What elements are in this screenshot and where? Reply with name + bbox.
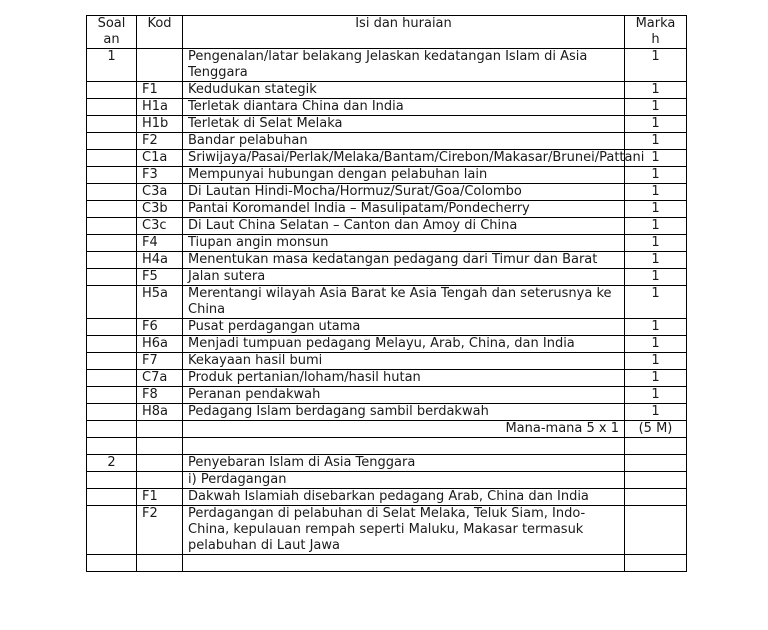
marking-scheme-body bbox=[87, 16, 687, 572]
kod-cell: F8 bbox=[137, 387, 183, 404]
soal-cell bbox=[87, 404, 137, 421]
markah-cell bbox=[625, 472, 687, 489]
markah-cell: 1 bbox=[625, 133, 687, 150]
soal-cell bbox=[87, 421, 137, 438]
blank-cell bbox=[87, 555, 137, 572]
isi-cell: Merentangi wilayah Asia Barat ke Asia Tengah dan seterusnya ke China bbox=[183, 286, 625, 319]
kod-cell: H6a bbox=[137, 336, 183, 353]
markah-cell bbox=[625, 489, 687, 506]
table-row bbox=[87, 82, 687, 99]
kod-cell: H1b bbox=[137, 116, 183, 133]
markah-cell: 1 bbox=[625, 269, 687, 286]
kod-cell: H5a bbox=[137, 286, 183, 319]
table-row bbox=[87, 116, 687, 133]
soal-cell bbox=[87, 133, 137, 150]
kod-cell: F3 bbox=[137, 167, 183, 184]
isi-cell: Menjadi tumpuan pedagang Melayu, Arab, China, dan India bbox=[183, 336, 625, 353]
isi-cell: Menentukan masa kedatangan pedagang dari Timur dan Barat bbox=[183, 252, 625, 269]
blank-cell bbox=[137, 438, 183, 455]
header-row bbox=[87, 16, 687, 49]
isi-cell: Pedagang Islam berdagang sambil berdakwah bbox=[183, 404, 625, 421]
kod-cell: F2 bbox=[137, 506, 183, 555]
isi-cell: Tiupan angin monsun bbox=[183, 235, 625, 252]
kod-cell: F7 bbox=[137, 353, 183, 370]
soal-cell bbox=[87, 99, 137, 116]
markah-cell: 1 bbox=[625, 252, 687, 269]
markah-cell: 1 bbox=[625, 353, 687, 370]
isi-cell: Kedudukan stategik bbox=[183, 82, 625, 99]
markah-cell: 1 bbox=[625, 201, 687, 218]
kod-cell: F5 bbox=[137, 269, 183, 286]
table-row bbox=[87, 201, 687, 218]
isi-cell: Peranan pendakwah bbox=[183, 387, 625, 404]
soal-cell bbox=[87, 150, 137, 167]
isi-cell: Pusat perdagangan utama bbox=[183, 319, 625, 336]
table-row bbox=[87, 353, 687, 370]
soal-cell bbox=[87, 269, 137, 286]
soal-cell bbox=[87, 336, 137, 353]
isi-cell: Bandar pelabuhan bbox=[183, 133, 625, 150]
markah-cell: 1 bbox=[625, 235, 687, 252]
isi-cell: Pengenalan/latar belakang Jelaskan kedatangan Islam di Asia Tenggara bbox=[183, 49, 625, 82]
table-row bbox=[87, 167, 687, 184]
markah-cell bbox=[625, 455, 687, 472]
blank-cell bbox=[625, 555, 687, 572]
markah-cell: 1 bbox=[625, 370, 687, 387]
isi-cell: Produk pertanian/loham/hasil hutan bbox=[183, 370, 625, 387]
kod-cell: F1 bbox=[137, 82, 183, 99]
kod-cell: F4 bbox=[137, 235, 183, 252]
markah-cell: 1 bbox=[625, 99, 687, 116]
markah-cell: 1 bbox=[625, 387, 687, 404]
isi-cell: Di Laut China Selatan – Canton dan Amoy di China bbox=[183, 218, 625, 235]
kod-cell: H8a bbox=[137, 404, 183, 421]
kod-cell: C7a bbox=[137, 370, 183, 387]
isi-cell: Terletak diantara China dan India bbox=[183, 99, 625, 116]
soal-cell bbox=[87, 370, 137, 387]
isi-cell: Kekayaan hasil bumi bbox=[183, 353, 625, 370]
isi-cell: Sriwijaya/Pasai/Perlak/Melaka/Bantam/Cirebon/Makasar/Brunei/Pattani bbox=[183, 150, 625, 167]
soal-cell bbox=[87, 252, 137, 269]
markah-cell bbox=[625, 506, 687, 555]
table-row bbox=[87, 150, 687, 167]
soal-cell bbox=[87, 218, 137, 235]
isi-cell: Jalan sutera bbox=[183, 269, 625, 286]
isi-cell: Dakwah Islamiah disebarkan pedagang Arab, China dan India bbox=[183, 489, 625, 506]
kod-cell: H4a bbox=[137, 252, 183, 269]
kod-cell: C3b bbox=[137, 201, 183, 218]
soal-cell bbox=[87, 184, 137, 201]
kod-cell bbox=[137, 455, 183, 472]
soal-cell bbox=[87, 387, 137, 404]
header-soal: Soal an bbox=[87, 16, 137, 49]
markah-cell: 1 bbox=[625, 404, 687, 421]
markah-cell: 1 bbox=[625, 150, 687, 167]
markah-cell: 1 bbox=[625, 218, 687, 235]
isi-cell: Terletak di Selat Melaka bbox=[183, 116, 625, 133]
blank-cell bbox=[183, 438, 625, 455]
soal-cell bbox=[87, 201, 137, 218]
section2-subtitle-row bbox=[87, 472, 687, 489]
blank-cell bbox=[183, 555, 625, 572]
kod-cell bbox=[137, 421, 183, 438]
soal-cell bbox=[87, 82, 137, 99]
table-row bbox=[87, 319, 687, 336]
total-label: Mana-mana 5 x 1 bbox=[183, 421, 625, 438]
table-row bbox=[87, 133, 687, 150]
soal-cell bbox=[87, 506, 137, 555]
soal-cell bbox=[87, 489, 137, 506]
soal-cell bbox=[87, 353, 137, 370]
header-kod: Kod bbox=[137, 16, 183, 49]
soal-cell bbox=[87, 235, 137, 252]
markah-cell: 1 bbox=[625, 336, 687, 353]
table-row bbox=[87, 235, 687, 252]
kod-cell bbox=[137, 49, 183, 82]
isi-cell: Mempunyai hubungan dengan pelabuhan lain bbox=[183, 167, 625, 184]
markah-cell: 1 bbox=[625, 286, 687, 319]
soal-cell bbox=[87, 116, 137, 133]
soal-cell bbox=[87, 472, 137, 489]
soal-cell bbox=[87, 167, 137, 184]
soal-cell bbox=[87, 286, 137, 319]
marking-scheme-table bbox=[86, 15, 687, 572]
section2-subtitle: i) Perdagangan bbox=[183, 472, 625, 489]
kod-cell: F1 bbox=[137, 489, 183, 506]
table-row bbox=[87, 489, 687, 506]
table-row bbox=[87, 99, 687, 116]
soal-cell bbox=[87, 319, 137, 336]
isi-cell: Di Lautan Hindi-Mocha/Hormuz/Surat/Goa/Colombo bbox=[183, 184, 625, 201]
table-row bbox=[87, 336, 687, 353]
table-row bbox=[87, 184, 687, 201]
markah-cell: 1 bbox=[625, 116, 687, 133]
table-row bbox=[87, 286, 687, 319]
header-isi: Isi dan huraian bbox=[183, 16, 625, 49]
blank-cell bbox=[625, 438, 687, 455]
markah-cell: 1 bbox=[625, 49, 687, 82]
markah-cell: 1 bbox=[625, 319, 687, 336]
kod-cell: C3c bbox=[137, 218, 183, 235]
table-row bbox=[87, 370, 687, 387]
soal-cell: 1 bbox=[87, 49, 137, 82]
blank-cell bbox=[87, 438, 137, 455]
total-row bbox=[87, 421, 687, 438]
table-row bbox=[87, 269, 687, 286]
kod-cell: F2 bbox=[137, 133, 183, 150]
kod-cell: C1a bbox=[137, 150, 183, 167]
table-row bbox=[87, 49, 687, 82]
table-row bbox=[87, 387, 687, 404]
kod-cell: C3a bbox=[137, 184, 183, 201]
blank-row bbox=[87, 438, 687, 455]
table-row bbox=[87, 506, 687, 555]
blank-cell bbox=[137, 555, 183, 572]
table-row bbox=[87, 404, 687, 421]
table-row bbox=[87, 252, 687, 269]
section2-title: Penyebaran Islam di Asia Tenggara bbox=[183, 455, 625, 472]
isi-cell: Perdagangan di pelabuhan di Selat Melaka, Teluk Siam, Indo-China, kepulauan rempah seperti Maluku, Makasar termasuk pelabuhan di Laut Jawa bbox=[183, 506, 625, 555]
cutoff-row bbox=[87, 555, 687, 572]
soal-cell: 2 bbox=[87, 455, 137, 472]
table-row bbox=[87, 218, 687, 235]
kod-cell: F6 bbox=[137, 319, 183, 336]
isi-cell: Pantai Koromandel India – Masulipatam/Pondecherry bbox=[183, 201, 625, 218]
kod-cell: H1a bbox=[137, 99, 183, 116]
markah-cell: 1 bbox=[625, 167, 687, 184]
markah-cell: 1 bbox=[625, 82, 687, 99]
total-markah: (5 M) bbox=[625, 421, 687, 438]
markah-cell: 1 bbox=[625, 184, 687, 201]
section2-title-row bbox=[87, 455, 687, 472]
header-markah: Marka h bbox=[625, 16, 687, 49]
kod-cell bbox=[137, 472, 183, 489]
